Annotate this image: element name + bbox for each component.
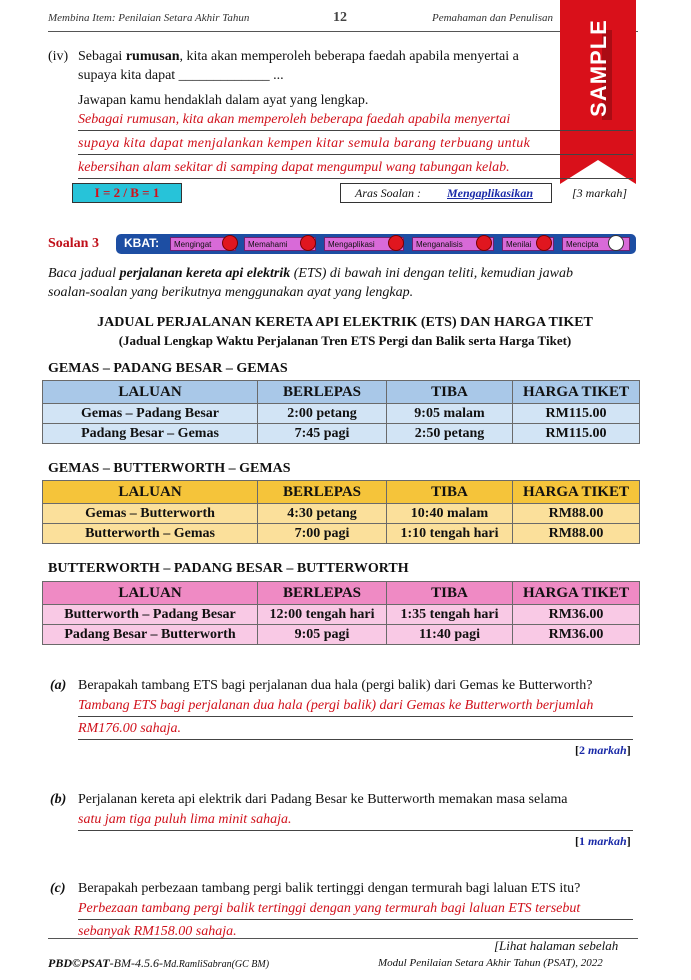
q-iv-marks: [3 markah] [572,186,628,200]
marks-word: markah [588,834,627,848]
kbat-memahami: Memahami [244,237,316,251]
table-row [43,504,640,524]
cell-price: RM115.00 [513,404,640,424]
ib-score-box: I = 2 / B = 1 [72,183,182,203]
see-next-page: [Lihat halaman sebelah [494,938,619,953]
cell-depart: 4:30 petang [258,504,387,524]
marks-bracket: ] [626,743,631,757]
table-2-title: GEMAS – BUTTERWORTH – GEMAS [48,461,291,476]
soalan-3-intro-2: soalan-soalan yang berikutnya menggunakan ayat yang lengkap. [48,285,414,300]
table-header-row [43,381,640,404]
col-tiba: TIBA [387,381,513,404]
qc-label: (c) [50,881,66,896]
col-tiba: TIBA [387,481,513,504]
footer-code: PBD©PSAT [48,956,110,970]
page-header [48,12,648,24]
marks-bracket: [ [575,743,579,757]
cell-depart: 7:45 pagi [258,424,387,444]
kbat-bar [116,234,636,254]
q-iv-line2: supaya kita dapat _____________ ... [78,68,284,83]
q-iv-instruction: Jawapan kamu hendaklah dalam ayat yang lengkap. [78,93,369,108]
col-tiba: TIBA [387,582,513,605]
q-iv-answer-3: kebersihan alam sekitar di samping dapat mengumpul wang tabungan kelab. [78,160,510,175]
aras-value: Mengaplikasikan [447,186,534,200]
col-laluan: LALUAN [43,381,258,404]
marks-number: 2 [579,743,585,757]
q-iv-line1 [78,47,519,66]
col-harga: HARGA TIKET [513,481,640,504]
col-laluan: LALUAN [43,481,258,504]
q-iv-keyword: rumusan [125,49,180,64]
table-main-subtitle: (Jadual Lengkap Waktu Perjalanan Tren ETS Pergi dan Balik serta Harga Tiket) [118,333,572,348]
table-1-title: GEMAS – PADANG BESAR – GEMAS [48,361,288,376]
col-laluan: LALUAN [43,582,258,605]
kbat-mengaplikasi-dot [388,235,404,251]
cell-price: RM115.00 [513,424,640,444]
kbat-menilai-dot [536,235,552,251]
cell-arrive: 10:40 malam [387,504,513,524]
cell-depart: 9:05 pagi [258,625,387,645]
table-header-row [43,582,640,605]
answer-line [78,739,633,740]
kbat-mengingat: Mengingat [170,237,236,251]
marks-number: 1 [579,834,585,848]
col-harga: HARGA TIKET [513,381,640,404]
qb-label: (b) [50,792,67,807]
q-iv-line1-a: Sebagai [78,49,126,64]
table-row [43,605,640,625]
answer-line [78,178,633,179]
qb-question: Perjalanan kereta api elektrik dari Padang Besar ke Butterworth memakan masa selama [78,792,568,807]
header-rule [48,31,638,32]
cell-depart: 7:00 pagi [258,524,387,544]
cell-arrive: 1:10 tengah hari [387,524,513,544]
cell-arrive: 2:50 petang [387,424,513,444]
footer-author: Md.RamliSabran(GC BM) [162,959,270,970]
qa-answer-2: RM176.00 sahaja. [78,721,182,736]
cell-price: RM88.00 [513,504,640,524]
soalan-3-title: Soalan 3 [48,236,99,251]
footer-left [48,956,269,971]
cell-route: Butterworth – Padang Besar [43,605,258,625]
cell-route: Padang Besar – Butterworth [43,625,258,645]
cell-depart: 2:00 petang [258,404,387,424]
qa-question: Berapakah tambang ETS bagi perjalanan dua hala (pergi balik) dari Gemas ke Butterworth? [78,678,593,693]
kbat-menilai: Menilai [502,237,554,251]
table-row [43,625,640,645]
intro-a: Baca jadual [48,266,120,281]
col-berlepas: BERLEPAS [258,582,387,605]
footer-right: Modul Penilaian Setara Akhir Tahun (PSAT), 2022 [378,957,603,969]
page-number: 12 [333,10,347,25]
col-harga: HARGA TIKET [513,582,640,605]
kbat-mencipta-dot [608,235,624,251]
kbat-menganalisis-dot [476,235,492,251]
qc-answer-2: sebanyak RM158.00 sahaja. [78,924,237,939]
cell-arrive: 9:05 malam [387,404,513,424]
cell-price: RM88.00 [513,524,640,544]
qc-answer-1: Perbezaan tambang pergi balik tertinggi dengan yang termurah bagi laluan ETS tersebut [78,901,581,916]
qa-marks [575,743,631,758]
qc-question: Berapakah perbezaan tambang pergi balik tertinggi dengan termurah bagi laluan ETS itu? [78,881,581,896]
sample-ribbon [560,0,636,160]
soalan-3-intro-1 [48,264,573,283]
q-iv-number: (iv) [48,49,69,64]
cell-price: RM36.00 [513,625,640,645]
kbat-mengingat-dot [222,235,238,251]
table-row [43,404,640,424]
qb-answer: satu jam tiga puluh lima minit sahaja. [78,812,292,827]
kbat-mencipta: Mencipta [562,237,630,251]
cell-route: Gemas – Padang Besar [43,404,258,424]
table-3-title: BUTTERWORTH – PADANG BESAR – BUTTERWORTH [48,561,409,576]
q-iv-answer-1: Sebagai rumusan, kita akan memperoleh beberapa faedah apabila menyertai [78,112,511,127]
footer-ref: -BM-4.5.6- [109,956,163,970]
q-iv-line1-c: , kita akan memperoleh beberapa faedah apabila menyertai a [179,49,519,64]
kbat-mengaplikasi: Mengaplikasi [324,237,404,251]
cell-route: Gemas – Butterworth [43,504,258,524]
ribbon-label: SAMPLE [586,19,611,117]
table-row [43,424,640,444]
q-iv-answer-2: supaya kita dapat menjalankan kempen kitar semula barang terbuang untuk [78,136,531,151]
header-right: Pemahaman dan Penulisan [432,12,553,24]
marks-word: markah [588,743,627,757]
col-berlepas: BERLEPAS [258,381,387,404]
table-row [43,524,640,544]
schedule-table-1 [42,380,640,444]
kbat-memahami-dot [300,235,316,251]
cell-arrive: 1:35 tengah hari [387,605,513,625]
qa-label: (a) [50,678,67,693]
marks-bracket: [ [575,834,579,848]
col-berlepas: BERLEPAS [258,481,387,504]
cell-arrive: 11:40 pagi [387,625,513,645]
marks-bracket: ] [626,834,631,848]
schedule-table-3 [42,581,640,645]
cell-depart: 12:00 tengah hari [258,605,387,625]
kbat-menganalisis: Menganalisis [412,237,494,251]
cell-route: Padang Besar – Gemas [43,424,258,444]
intro-keyword: perjalanan kereta api elektrik [119,266,291,281]
schedule-table-2 [42,480,640,544]
cell-route: Butterworth – Gemas [43,524,258,544]
answer-line [78,830,633,831]
qb-marks [575,834,631,849]
header-left: Membina Item: Penilaian Setara Akhir Tahun [48,12,250,24]
aras-label: Aras Soalan : [355,186,421,200]
table-header-row [43,481,640,504]
kbat-label: KBAT: [124,236,160,250]
aras-soalan-box [340,183,552,203]
cell-price: RM36.00 [513,605,640,625]
answer-line [78,154,633,155]
intro-c: (ETS) di bawah ini dengan teliti, kemudian jawab [290,266,573,281]
table-main-title: JADUAL PERJALANAN KERETA API ELEKTRIK (ETS) DAN HARGA TIKET [97,315,593,330]
answer-line [78,130,633,131]
qa-answer-1: Tambang ETS bagi perjalanan dua hala (pergi balik) dari Gemas ke Butterworth berjumlah [78,698,594,713]
